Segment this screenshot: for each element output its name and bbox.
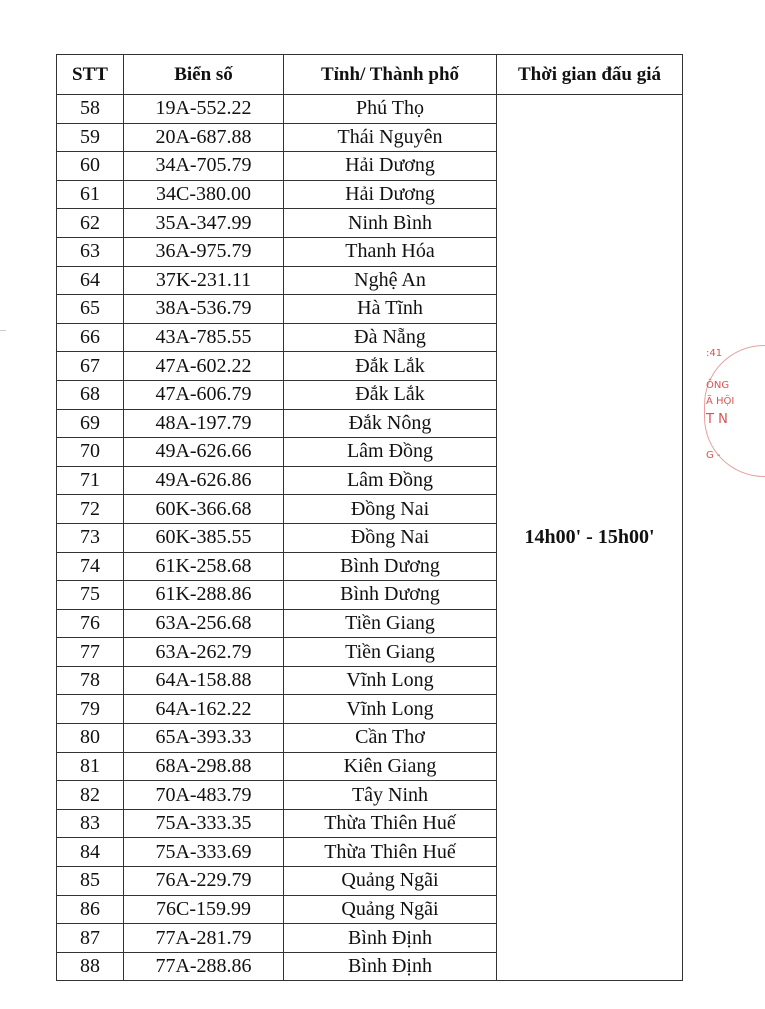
header-province: Tỉnh/ Thành phố [284,55,497,95]
cell-stt: 59 [57,123,124,152]
cell-stt: 76 [57,609,124,638]
cell-plate: 34C-380.00 [124,180,284,209]
cell-province: Thanh Hóa [284,237,497,266]
cell-stt: 63 [57,237,124,266]
cell-stt: 72 [57,495,124,524]
cell-province: Tây Ninh [284,781,497,810]
header-row [57,55,683,95]
stamp-text: T N [706,412,728,427]
cell-stt: 62 [57,209,124,238]
cell-stt: 70 [57,438,124,467]
cell-stt: 66 [57,323,124,352]
cell-province: Bình Dương [284,552,497,581]
cell-plate: 34A-705.79 [124,152,284,181]
cell-plate: 75A-333.35 [124,809,284,838]
cell-stt: 74 [57,552,124,581]
cell-province: Cần Thơ [284,724,497,753]
cell-plate: 38A-536.79 [124,295,284,324]
cell-province: Tiền Giang [284,609,497,638]
cell-stt: 78 [57,666,124,695]
cell-province: Hà Tĩnh [284,295,497,324]
cell-stt: 88 [57,952,124,981]
cell-plate: 76A-229.79 [124,867,284,896]
cell-plate: 77A-288.86 [124,952,284,981]
margin-mark [0,330,6,331]
cell-province: Tiền Giang [284,638,497,667]
cell-plate: 75A-333.69 [124,838,284,867]
cell-province: Bình Định [284,924,497,953]
cell-province: Đồng Nai [284,495,497,524]
red-seal-stamp [704,345,734,475]
cell-plate: 35A-347.99 [124,209,284,238]
cell-plate: 70A-483.79 [124,781,284,810]
cell-province: Lâm Đồng [284,466,497,495]
cell-province: Vĩnh Long [284,695,497,724]
cell-province: Nghệ An [284,266,497,295]
cell-province: Ninh Bình [284,209,497,238]
cell-plate: 65A-393.33 [124,724,284,753]
cell-stt: 87 [57,924,124,953]
cell-stt: 69 [57,409,124,438]
cell-province: Quảng Ngãi [284,867,497,896]
cell-stt: 85 [57,867,124,896]
cell-province: Bình Định [284,952,497,981]
cell-province: Đồng Nai [284,523,497,552]
cell-plate: 64A-158.88 [124,666,284,695]
table-row [57,95,683,124]
header-plate: Biển số [124,55,284,95]
cell-plate: 47A-606.79 [124,380,284,409]
cell-plate: 60K-366.68 [124,495,284,524]
cell-stt: 82 [57,781,124,810]
cell-province: Bình Dương [284,581,497,610]
cell-plate: 61K-258.68 [124,552,284,581]
cell-plate: 49A-626.86 [124,466,284,495]
cell-plate: 76C-159.99 [124,895,284,924]
cell-stt: 68 [57,380,124,409]
cell-plate: 68A-298.88 [124,752,284,781]
cell-stt: 75 [57,581,124,610]
stamp-text: :41 [706,348,723,359]
cell-plate: 63A-256.68 [124,609,284,638]
table-header [57,55,683,95]
cell-stt: 80 [57,724,124,753]
cell-stt: 58 [57,95,124,124]
cell-province: Thừa Thiên Huế [284,838,497,867]
cell-province: Vĩnh Long [284,666,497,695]
cell-province: Đắk Lắk [284,352,497,381]
cell-province: Đà Nẵng [284,323,497,352]
cell-stt: 67 [57,352,124,381]
cell-province: Thừa Thiên Huế [284,809,497,838]
stamp-text: G - [706,450,721,461]
cell-plate: 47A-602.22 [124,352,284,381]
cell-plate: 48A-197.79 [124,409,284,438]
stamp-text: ÔNG [706,380,730,391]
cell-stt: 73 [57,523,124,552]
cell-stt: 71 [57,466,124,495]
cell-province: Kiên Giang [284,752,497,781]
header-auction-time: Thời gian đấu giá [497,55,683,95]
cell-province: Quảng Ngãi [284,895,497,924]
stamp-text: Ã HỘI [706,396,735,407]
cell-plate: 19A-552.22 [124,95,284,124]
cell-plate: 37K-231.11 [124,266,284,295]
cell-province: Hải Dương [284,180,497,209]
cell-province: Lâm Đồng [284,438,497,467]
cell-province: Đắk Nông [284,409,497,438]
cell-province: Hải Dương [284,152,497,181]
cell-province: Phú Thọ [284,95,497,124]
cell-stt: 86 [57,895,124,924]
cell-stt: 61 [57,180,124,209]
auction-table [56,54,683,981]
cell-stt: 81 [57,752,124,781]
cell-province: Thái Nguyên [284,123,497,152]
cell-plate: 43A-785.55 [124,323,284,352]
cell-province: Đắk Lắk [284,380,497,409]
cell-stt: 77 [57,638,124,667]
header-stt: STT [57,55,124,95]
cell-plate: 49A-626.66 [124,438,284,467]
cell-stt: 83 [57,809,124,838]
cell-plate: 61K-288.86 [124,581,284,610]
cell-plate: 77A-281.79 [124,924,284,953]
cell-stt: 60 [57,152,124,181]
cell-stt: 84 [57,838,124,867]
cell-auction-time: 14h00' - 15h00' [497,95,683,981]
cell-stt: 79 [57,695,124,724]
cell-stt: 65 [57,295,124,324]
cell-plate: 60K-385.55 [124,523,284,552]
cell-plate: 64A-162.22 [124,695,284,724]
cell-plate: 36A-975.79 [124,237,284,266]
table-body [57,95,683,981]
cell-stt: 64 [57,266,124,295]
cell-plate: 20A-687.88 [124,123,284,152]
cell-plate: 63A-262.79 [124,638,284,667]
